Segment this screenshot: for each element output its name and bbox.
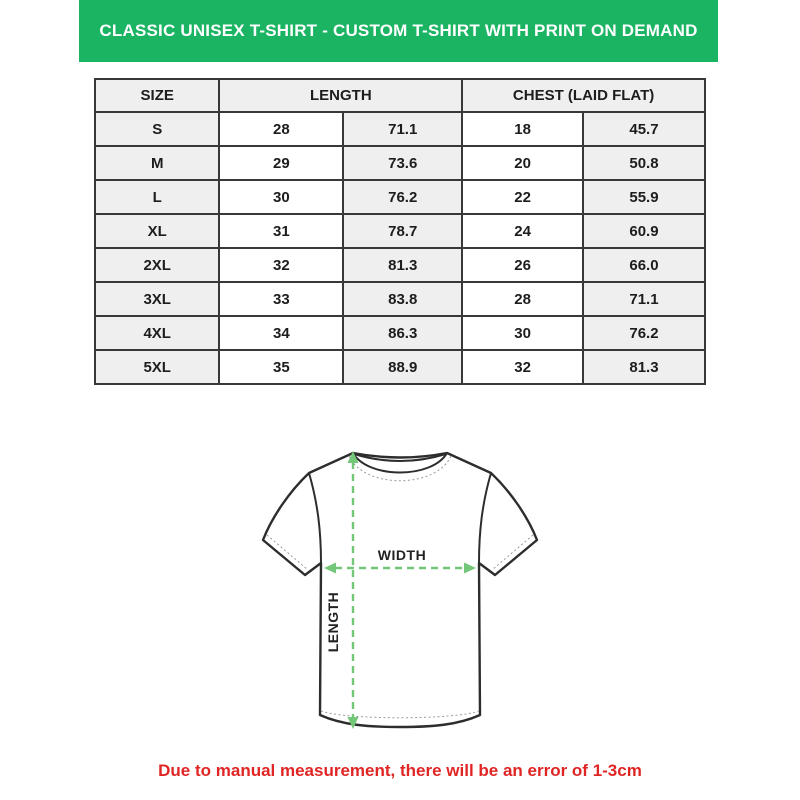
length-dimension-label: LENGTH [325,591,341,653]
measurement-value-cell: 55.9 [583,180,705,214]
size-chart-table [94,78,706,385]
size-label-cell: S [95,112,219,146]
measurement-value-cell: 34 [219,316,343,350]
size-row [95,180,705,214]
measurement-value-cell: 71.1 [343,112,462,146]
measurement-value-cell: 50.8 [583,146,705,180]
size-row [95,248,705,282]
measurement-value-cell: 24 [462,214,583,248]
measurement-value-cell: 81.3 [583,350,705,384]
size-label-cell: XL [95,214,219,248]
size-row [95,146,705,180]
tshirt-drawing [250,432,550,742]
measurement-value-cell: 28 [219,112,343,146]
measurement-value-cell: 22 [462,180,583,214]
header-row [95,79,705,112]
tshirt-measurement-diagram [250,432,550,742]
measurement-value-cell: 33 [219,282,343,316]
tshirt-outline [263,453,537,727]
col-header-chest: CHEST (LAID FLAT) [462,79,705,112]
size-table-body [95,112,705,384]
width-dimension-label: WIDTH [377,547,427,563]
measurement-value-cell: 66.0 [583,248,705,282]
measurement-value-cell: 28 [462,282,583,316]
measurement-value-cell: 86.3 [343,316,462,350]
size-row [95,350,705,384]
measurement-value-cell: 78.7 [343,214,462,248]
size-label-cell: 2XL [95,248,219,282]
page-title: CLASSIC UNISEX T-SHIRT - CUSTOM T-SHIRT WITH PRINT ON DEMAND [99,21,698,40]
measurement-value-cell: 26 [462,248,583,282]
measurement-error-note: Due to manual measurement, there will be an error of 1-3cm [158,761,642,780]
measurement-value-cell: 29 [219,146,343,180]
measurement-value-cell: 76.2 [583,316,705,350]
size-label-cell: L [95,180,219,214]
measurement-value-cell: 18 [462,112,583,146]
title-banner [79,0,718,62]
size-row [95,214,705,248]
measurement-value-cell: 76.2 [343,180,462,214]
measurement-value-cell: 31 [219,214,343,248]
size-label-cell: 4XL [95,316,219,350]
size-label-cell: 5XL [95,350,219,384]
col-header-size: SIZE [95,79,219,112]
measurement-value-cell: 73.6 [343,146,462,180]
size-label-cell: 3XL [95,282,219,316]
measurement-value-cell: 32 [219,248,343,282]
size-label-cell: M [95,146,219,180]
measurement-value-cell: 81.3 [343,248,462,282]
size-row [95,316,705,350]
measurement-value-cell: 88.9 [343,350,462,384]
measurement-value-cell: 60.9 [583,214,705,248]
measurement-value-cell: 35 [219,350,343,384]
measurement-value-cell: 83.8 [343,282,462,316]
size-row [95,112,705,146]
measurement-value-cell: 20 [462,146,583,180]
measurement-value-cell: 32 [462,350,583,384]
measurement-value-cell: 30 [462,316,583,350]
measurement-value-cell: 45.7 [583,112,705,146]
size-row [95,282,705,316]
measurement-value-cell: 30 [219,180,343,214]
measurement-value-cell: 71.1 [583,282,705,316]
col-header-length: LENGTH [219,79,462,112]
